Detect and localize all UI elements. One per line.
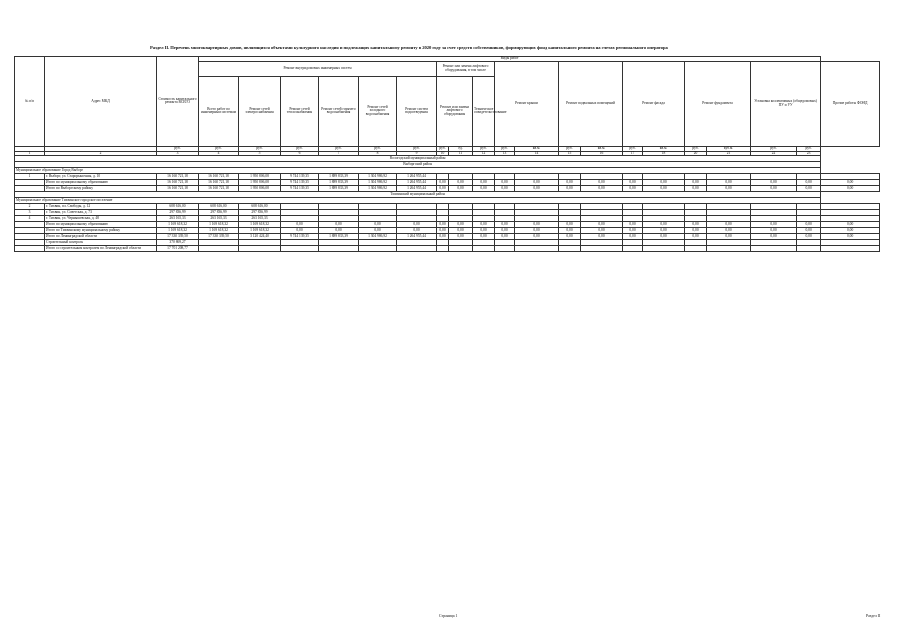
value-cell: 1 264 955,44 [397,186,437,192]
row-number [15,246,45,252]
value-cell: 1 950 806,08 [239,180,281,186]
value-cell: 0,00 [495,234,515,240]
value-cell: 0,00 [643,222,685,228]
value-cell: 263 165,33 [157,216,199,222]
value-cell [281,246,319,252]
document-title: Раздел II. Перечень многоквартирных домов, являющихся объектами культурного наследия и подлежащих капитальному ремонту в 2020 году за счет средств собственников, формирующих фонд капитального ремонта на счетах регионального оператора [150,45,668,50]
value-cell: 1 889 833,39 [319,174,359,180]
header-basement: Ремонт подвальных помещений [559,61,623,146]
value-cell: 0,00 [581,186,623,192]
section-title: Вологодский муниципальный район [15,156,821,162]
header-cold-water: Ремонт сетей холодного водоснабжения [359,76,397,146]
capital-repair-table [14,56,880,252]
row-number: 3 [15,210,45,216]
value-cell: 0,00 [685,222,707,228]
value-cell: 1 169 618,32 [239,228,281,234]
header-foundation: Ремонт фундамента [685,61,751,146]
column-number-cell: 11 [449,151,473,156]
header-work-types: Виды работ [199,57,821,62]
value-cell: 3 120 424,40 [239,234,281,240]
value-cell: 1 889 833,39 [319,180,359,186]
unit-cell: руб. [751,146,797,151]
row-address: г. Тихвин, пл. Свободы, д. 12 [45,204,157,210]
value-cell: 17 330 339,50 [157,234,199,240]
section-title: Выборгский район [15,162,821,168]
value-cell: 0,00 [359,228,397,234]
unit-cell: руб. [359,146,397,151]
row-number: 1 [15,174,45,180]
header-address: Адрес МКД [45,57,157,147]
value-cell: 1 889 833,39 [319,186,359,192]
unit-cell: руб. [559,146,581,151]
column-number-cell: 4 [199,151,239,156]
value-cell: 0,00 [495,222,515,228]
column-number-cell: 14 [515,151,559,156]
value-cell [623,246,643,252]
value-cell: 0,00 [515,222,559,228]
column-number-cell: 20 [685,151,707,156]
value-cell: 0,00 [623,186,643,192]
value-cell: 0,00 [397,222,437,228]
value-cell: 0,00 [473,228,495,234]
value-cell: 0,00 [495,180,515,186]
value-cell: 1 304 986,92 [359,180,397,186]
value-cell [559,246,581,252]
value-cell: 0,00 [437,222,449,228]
column-number-cell: 23 [797,151,821,156]
column-number-cell: 10 [437,151,449,156]
unit-cell: кв.м. [515,146,559,151]
value-cell: 0,00 [685,228,707,234]
unit-cell: руб. [437,146,449,151]
value-cell: 0,00 [449,186,473,192]
value-cell: 263 165,33 [239,216,281,222]
header-hot-water: Ремонт сетей горячего водоснабжения [319,76,359,146]
value-cell: 0,00 [685,234,707,240]
value-cell [707,246,751,252]
header-other-works: Прочие работы ФОНД [821,61,880,146]
value-cell [495,246,515,252]
value-cell: 16 160 721,18 [157,174,199,180]
value-cell: 1 304 986,92 [359,174,397,180]
value-cell: 0,00 [643,228,685,234]
value-cell: 0,00 [359,222,397,228]
value-cell: 608 616,00 [199,204,239,210]
value-cell: 370 869,27 [157,240,199,246]
value-cell: 0,00 [515,228,559,234]
header-roof: Ремонт крыши [495,61,559,146]
unit-cell: руб. [239,146,281,151]
value-cell: 0,00 [821,180,880,186]
header-lift-repair: Ремонт или замена лифтового оборудования [437,76,473,146]
value-cell: 263 165,33 [199,216,239,222]
unit-cell: руб. [397,146,437,151]
unit-cell: руб. [319,146,359,151]
value-cell: 0,00 [473,186,495,192]
value-cell: 16 160 721,18 [199,180,239,186]
value-cell: 16 160 721,18 [157,186,199,192]
unit-cell: кв.м. [581,146,623,151]
column-number-cell: 6 [281,151,319,156]
value-cell: 608 616,00 [157,204,199,210]
value-cell: 0,00 [643,186,685,192]
value-cell: 1 950 806,08 [239,174,281,180]
header-internal-systems: Ремонт внутридомовых инженерных систем [199,61,437,76]
header-heat: Ремонт сетей теплоснабжения [281,76,319,146]
header-meters: Установка коллективных (общедомовых) ПУ и УУ [751,61,821,146]
total-row [15,246,880,252]
value-cell: 16 160 721,18 [157,180,199,186]
value-cell: 0,00 [319,222,359,228]
value-cell: 0,00 [515,180,559,186]
column-number-cell: 7 [319,151,359,156]
value-cell: 0,00 [797,222,821,228]
value-cell: 0,00 [449,222,473,228]
value-cell: 0,00 [449,180,473,186]
value-cell: 1 304 986,92 [359,234,397,240]
header-lift-exam: Техническое освидетельствование [473,76,495,146]
column-number-cell: 9 [397,151,437,156]
value-cell: 16 160 721,18 [199,186,239,192]
value-cell [751,246,797,252]
municipality-title: Муниципальное образование Тихвинское городское поселение [15,198,821,204]
value-cell: 1 169 618,32 [157,228,199,234]
value-cell: 0,00 [821,186,880,192]
value-cell [515,246,559,252]
unit-cell: руб. [157,146,199,151]
value-cell: 0,00 [685,186,707,192]
section-label: Раздел II [866,614,881,618]
value-cell: 0,00 [797,186,821,192]
row-number: 4 [15,216,45,222]
row-address: Итого по Тихвинскому муниципальному району [45,228,157,234]
column-number-cell: 17 [623,151,643,156]
unit-cell: ед. [449,146,473,151]
value-cell: 9 744 139,35 [281,234,319,240]
header-cost: Стоимость капитального ремонта ВСЕГО [157,57,199,147]
value-cell: 1 169 618,32 [157,222,199,228]
value-cell: 17 701 208,77 [157,246,199,252]
value-cell: 1 264 955,44 [397,174,437,180]
value-cell: 0,00 [559,234,581,240]
value-cell: 0,00 [821,234,880,240]
municipality-title: Муниципальное образование Город Выборг [15,168,821,174]
value-cell: 0,00 [623,180,643,186]
column-number-cell: 1 [15,151,45,156]
row-address: Итого по Ленинградской области [45,234,157,240]
row-address: Строительный контроль [45,240,157,246]
unit-cell: руб. [199,146,239,151]
value-cell [643,246,685,252]
unit-cell: руб. [473,146,495,151]
row-address: г. Тихвин, ул. Чернышевская, д. 48 [45,216,157,222]
header-all-systems: Всего работ по инженерным системам [199,76,239,146]
value-cell: 0,00 [751,234,797,240]
value-cell: 0,00 [581,228,623,234]
unit-cell: куб.м. [707,146,751,151]
value-cell: 0,00 [437,186,449,192]
value-cell: 0,00 [707,186,751,192]
value-cell: 0,00 [473,180,495,186]
column-number-cell: 21 [707,151,751,156]
value-cell: 16 160 721,18 [199,174,239,180]
section-title: Тихвинский муниципальный район [15,192,821,198]
value-cell: 9 744 139,35 [281,186,319,192]
value-cell: 1 264 955,44 [397,234,437,240]
value-cell: 0,00 [581,222,623,228]
value-cell: 0,00 [437,180,449,186]
value-cell: 0,00 [707,222,751,228]
value-cell: 0,00 [495,186,515,192]
value-cell: 1 264 955,44 [397,180,437,186]
value-cell [199,246,239,252]
column-number-cell: 15 [559,151,581,156]
value-cell [319,246,359,252]
value-cell: 0,00 [643,234,685,240]
value-cell: 0,00 [707,180,751,186]
page-number: Страница 1 [439,614,458,618]
value-cell: 0,00 [623,234,643,240]
row-address: г. Выборг, ул. Старорыночная, д. 10 [45,174,157,180]
value-cell: 0,00 [707,228,751,234]
value-cell: 0,00 [707,234,751,240]
value-cell: 0,00 [281,222,319,228]
value-cell: 0,00 [281,228,319,234]
value-cell: 0,00 [751,222,797,228]
row-address: Итого по Выборгскому району [45,186,157,192]
value-cell: 0,00 [319,228,359,234]
column-number-cell: 8 [359,151,397,156]
header-lift-group: Ремонт или замена лифтового оборудования, в том числе [437,61,495,76]
header-facade: Ремонт фасада [623,61,685,146]
unit-cell: кв.м. [643,146,685,151]
row-address: Итого по муниципальному образованию [45,180,157,186]
value-cell [449,246,473,252]
unit-cell: руб. [797,146,821,151]
unit-cell: руб. [623,146,643,151]
value-cell [821,246,880,252]
header-num: № п/п [15,57,45,147]
value-cell: 0,00 [515,234,559,240]
value-cell: 1 304 986,92 [359,186,397,192]
value-cell: 0,00 [797,228,821,234]
value-cell: 0,00 [449,234,473,240]
value-cell: 0,00 [559,228,581,234]
value-cell: 1 950 806,08 [239,186,281,192]
value-cell [685,246,707,252]
value-cell: 1 889 833,39 [319,234,359,240]
value-cell: 0,00 [821,222,880,228]
column-number-cell: 22 [751,151,797,156]
column-number-cell: 13 [495,151,515,156]
value-cell: 0,00 [643,180,685,186]
column-number-cell: 16 [581,151,623,156]
value-cell: 0,00 [623,222,643,228]
value-cell: 608 616,00 [239,204,281,210]
value-cell: 0,00 [515,186,559,192]
value-cell: 0,00 [581,180,623,186]
value-cell [359,246,397,252]
value-cell: 1 169 618,32 [239,222,281,228]
value-cell: 297 836,99 [239,210,281,216]
value-cell: 1 169 618,32 [199,222,239,228]
value-cell: 0,00 [559,222,581,228]
value-cell: 0,00 [437,234,449,240]
value-cell [397,246,437,252]
value-cell: 0,00 [751,228,797,234]
value-cell: 0,00 [581,234,623,240]
unit-cell: руб. [281,146,319,151]
value-cell: 0,00 [495,228,515,234]
value-cell: 0,00 [559,180,581,186]
value-cell: 9 744 139,35 [281,180,319,186]
column-number-cell: 2 [45,151,157,156]
value-cell: 17 330 339,50 [199,234,239,240]
value-cell: 0,00 [473,234,495,240]
value-cell: 0,00 [821,228,880,234]
header-electric: Ремонт сетей электроснабжения [239,76,281,146]
value-cell: 0,00 [751,180,797,186]
value-cell: 1 169 618,32 [199,228,239,234]
value-cell: 0,00 [473,222,495,228]
column-number-cell: 12 [473,151,495,156]
row-number: 2 [15,204,45,210]
column-number-cell: 5 [239,151,281,156]
value-cell: 0,00 [751,186,797,192]
unit-cell: руб. [685,146,707,151]
value-cell: 0,00 [559,186,581,192]
value-cell: 297 836,99 [199,210,239,216]
unit-cell: руб. [495,146,515,151]
row-address: Итого по муниципальному образованию [45,222,157,228]
row-address: Итого со строительным контролем по Ленинградской области [45,246,157,252]
value-cell: 0,00 [397,228,437,234]
value-cell: 0,00 [449,228,473,234]
value-cell [473,246,495,252]
value-cell: 0,00 [685,180,707,186]
value-cell: 297 836,99 [157,210,199,216]
row-address: г. Тихвин, ул. Советская, д. 73 [45,210,157,216]
value-cell: 0,00 [797,180,821,186]
column-number-cell: 3 [157,151,199,156]
value-cell: 0,00 [797,234,821,240]
header-sewer: Ремонт систем водоотведения [397,76,437,146]
column-number-cell: 18 [643,151,685,156]
table-body [15,156,880,252]
value-cell [797,246,821,252]
value-cell: 0,00 [437,228,449,234]
value-cell: 9 744 139,35 [281,174,319,180]
value-cell [437,246,449,252]
value-cell [239,246,281,252]
value-cell: 0,00 [623,228,643,234]
value-cell [581,246,623,252]
